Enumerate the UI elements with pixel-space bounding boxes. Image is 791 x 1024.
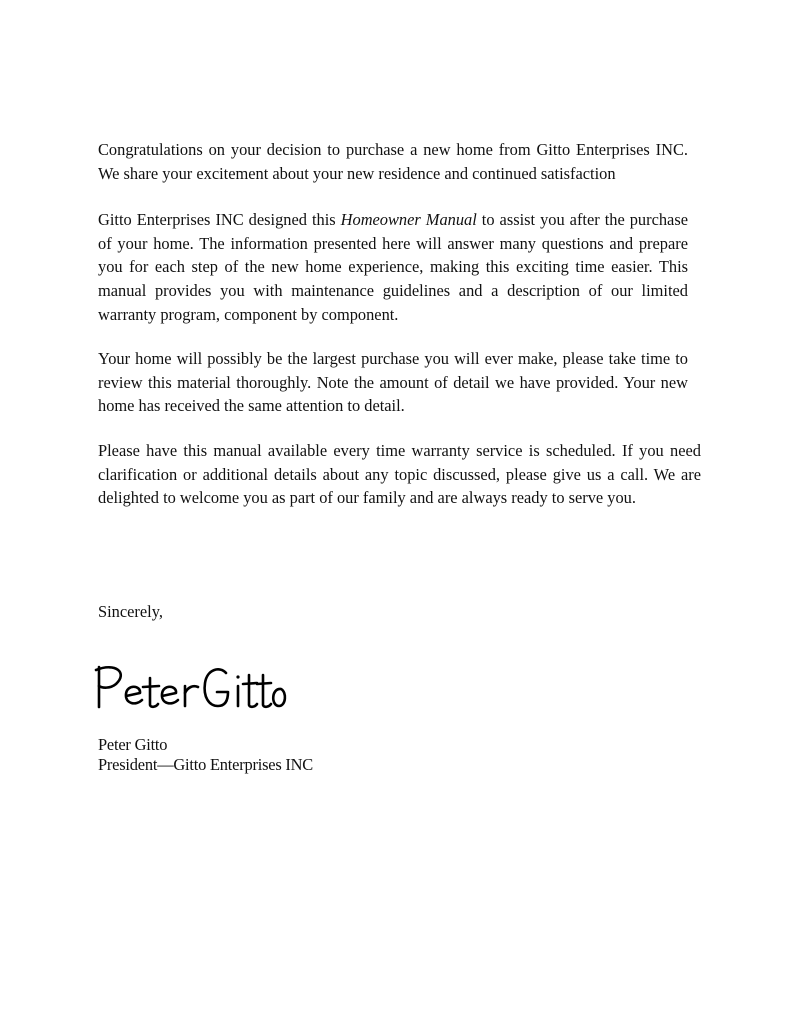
paragraph-largest-purchase: Your home will possibly be the largest purchase you will ever make, please take time to review this material thoroughly. Note the amount of detail we have provided. Your new home has received the same attention to detail.	[98, 349, 688, 416]
signer-block	[98, 735, 313, 775]
signer-title: President—Gitto Enterprises INC	[98, 755, 314, 774]
signer-name: Peter Gitto	[98, 735, 168, 754]
manual-title: Homeowner Manual	[340, 210, 477, 230]
handwritten-signature	[90, 655, 290, 717]
closing-salutation: Sincerely,	[98, 602, 163, 621]
paragraph-manual-purpose	[98, 208, 688, 326]
paragraph-congratulations: Congratulations on your decision to purchase a new home from Gitto Enterprises INC. We share your excitement about your new residence and continued satisfaction	[98, 140, 688, 183]
paragraph-manual-purpose-end: to assist you after the purchase of your home. The information presented here will answer many questions and prepare you for each step of the new home experience, making this exciting time easier. This manual provides you with maintenance guidelines and a description of our limited warranty program, component by component.	[98, 210, 688, 324]
letter-body	[98, 138, 701, 510]
paragraph-manual-purpose-start: Gitto Enterprises INC designed this	[98, 210, 341, 230]
paragraph-warranty-service: Please have this manual available every time warranty service is scheduled. If you need clarification or additional details about any topic discussed, please give us a call. We are delighted to welcome you as part of our family and are always ready to serve you.	[98, 440, 701, 508]
